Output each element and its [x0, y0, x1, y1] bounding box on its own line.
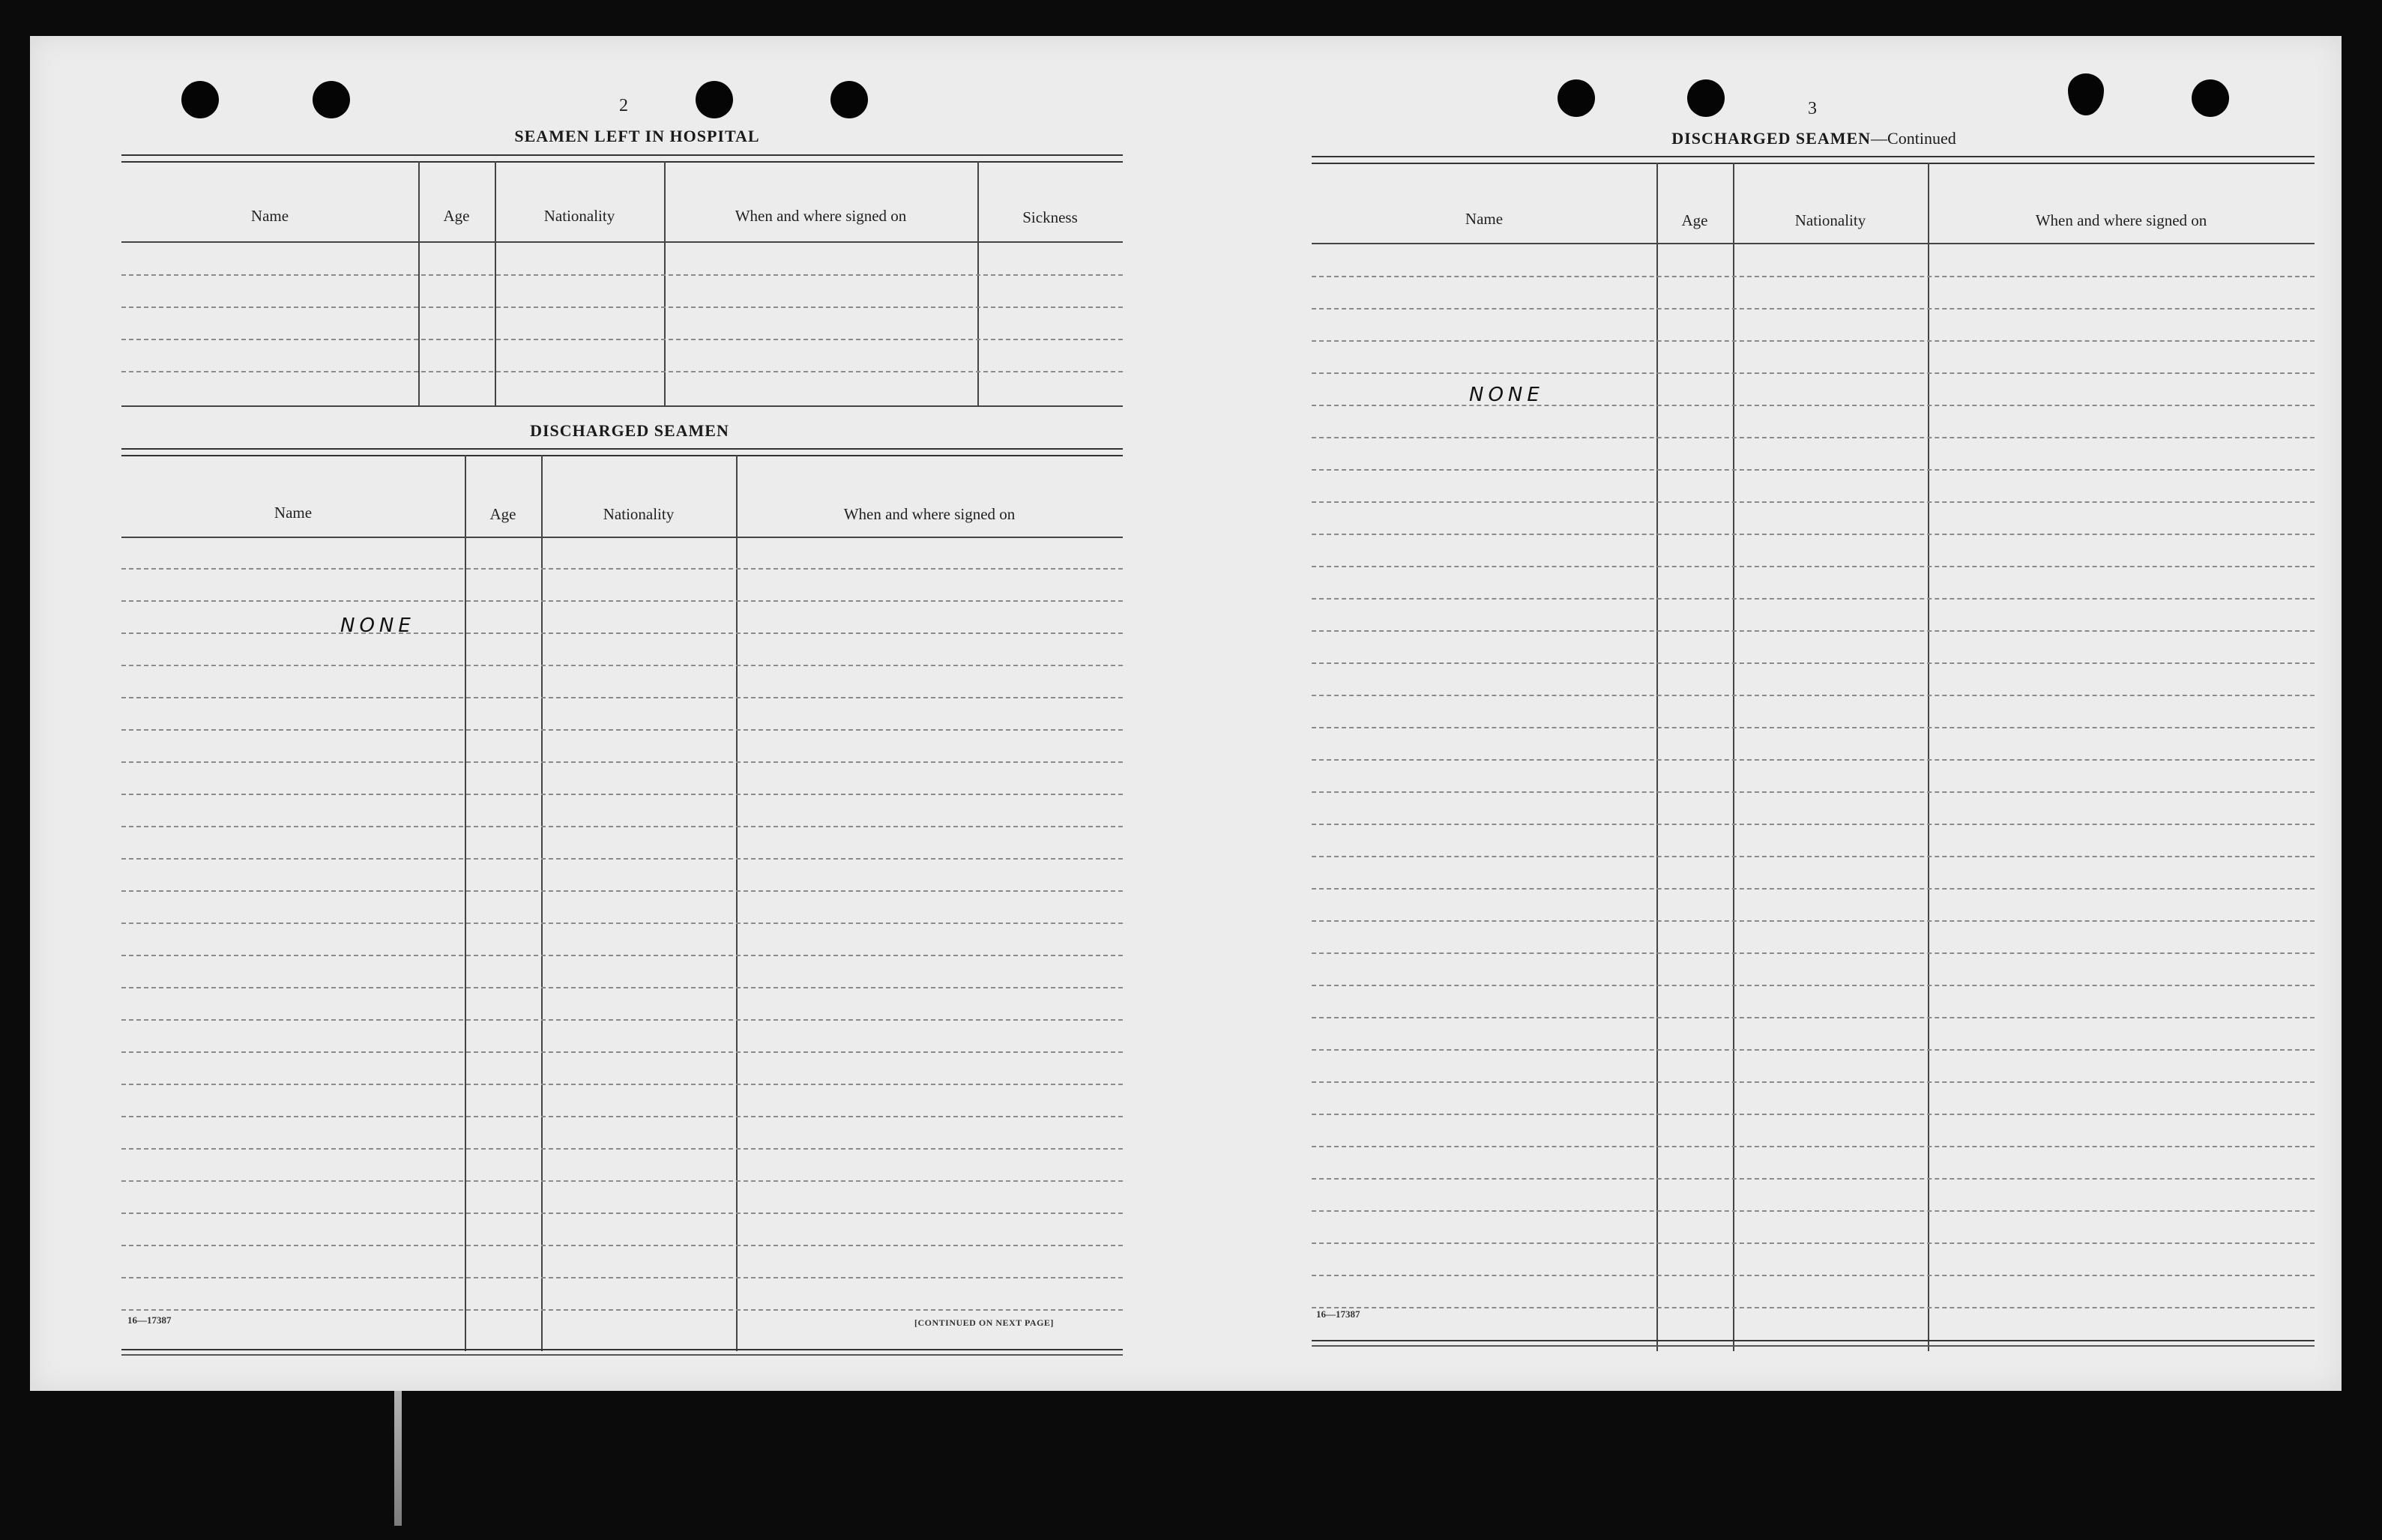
column-header-age: Age	[443, 207, 470, 225]
column-header-sickness: Sickness	[1022, 208, 1078, 226]
discharged-section-title: DISCHARGED SEAMEN	[530, 421, 729, 440]
column-header-nationality: Nationality	[543, 207, 615, 225]
column-header-age: Age	[1681, 211, 1708, 229]
page-number: 2	[619, 96, 628, 115]
title-suffix: —Continued	[1871, 129, 1956, 148]
column-header-age: Age	[489, 505, 516, 523]
column-header-nationality: Nationality	[603, 505, 675, 523]
discharged-continued-title	[1589, 129, 2039, 148]
form-code: 16—17387	[1316, 1308, 1360, 1320]
handwritten-entry: NONE	[1469, 384, 1544, 406]
column-header-nationality: Nationality	[1794, 211, 1866, 229]
column-header-name: Name	[1465, 210, 1504, 228]
hospital-section-title: SEAMEN LEFT IN HOSPITAL	[514, 127, 760, 145]
column-header-name: Name	[274, 504, 313, 522]
discharged-continued-table	[1312, 156, 2315, 1355]
right-page	[1184, 36, 2342, 1391]
column-header-name: Name	[250, 207, 289, 225]
document-sheet	[30, 36, 2342, 1391]
binding-tape	[394, 1391, 402, 1526]
handwritten-entry: NONE	[340, 615, 415, 637]
form-code: 16—17387	[127, 1314, 172, 1326]
discharged-table	[121, 448, 1123, 1355]
left-page	[30, 36, 1184, 1391]
title-main: DISCHARGED SEAMEN	[1671, 129, 1872, 148]
column-header-signed-on: When and where signed on	[735, 207, 907, 225]
column-header-signed-on: When and where signed on	[843, 505, 1016, 523]
continued-note: [CONTINUED ON NEXT PAGE]	[914, 1317, 1054, 1328]
page-number: 3	[1808, 99, 1817, 118]
hospital-table	[121, 154, 1123, 409]
column-header-signed-on: When and where signed on	[2035, 211, 2207, 229]
